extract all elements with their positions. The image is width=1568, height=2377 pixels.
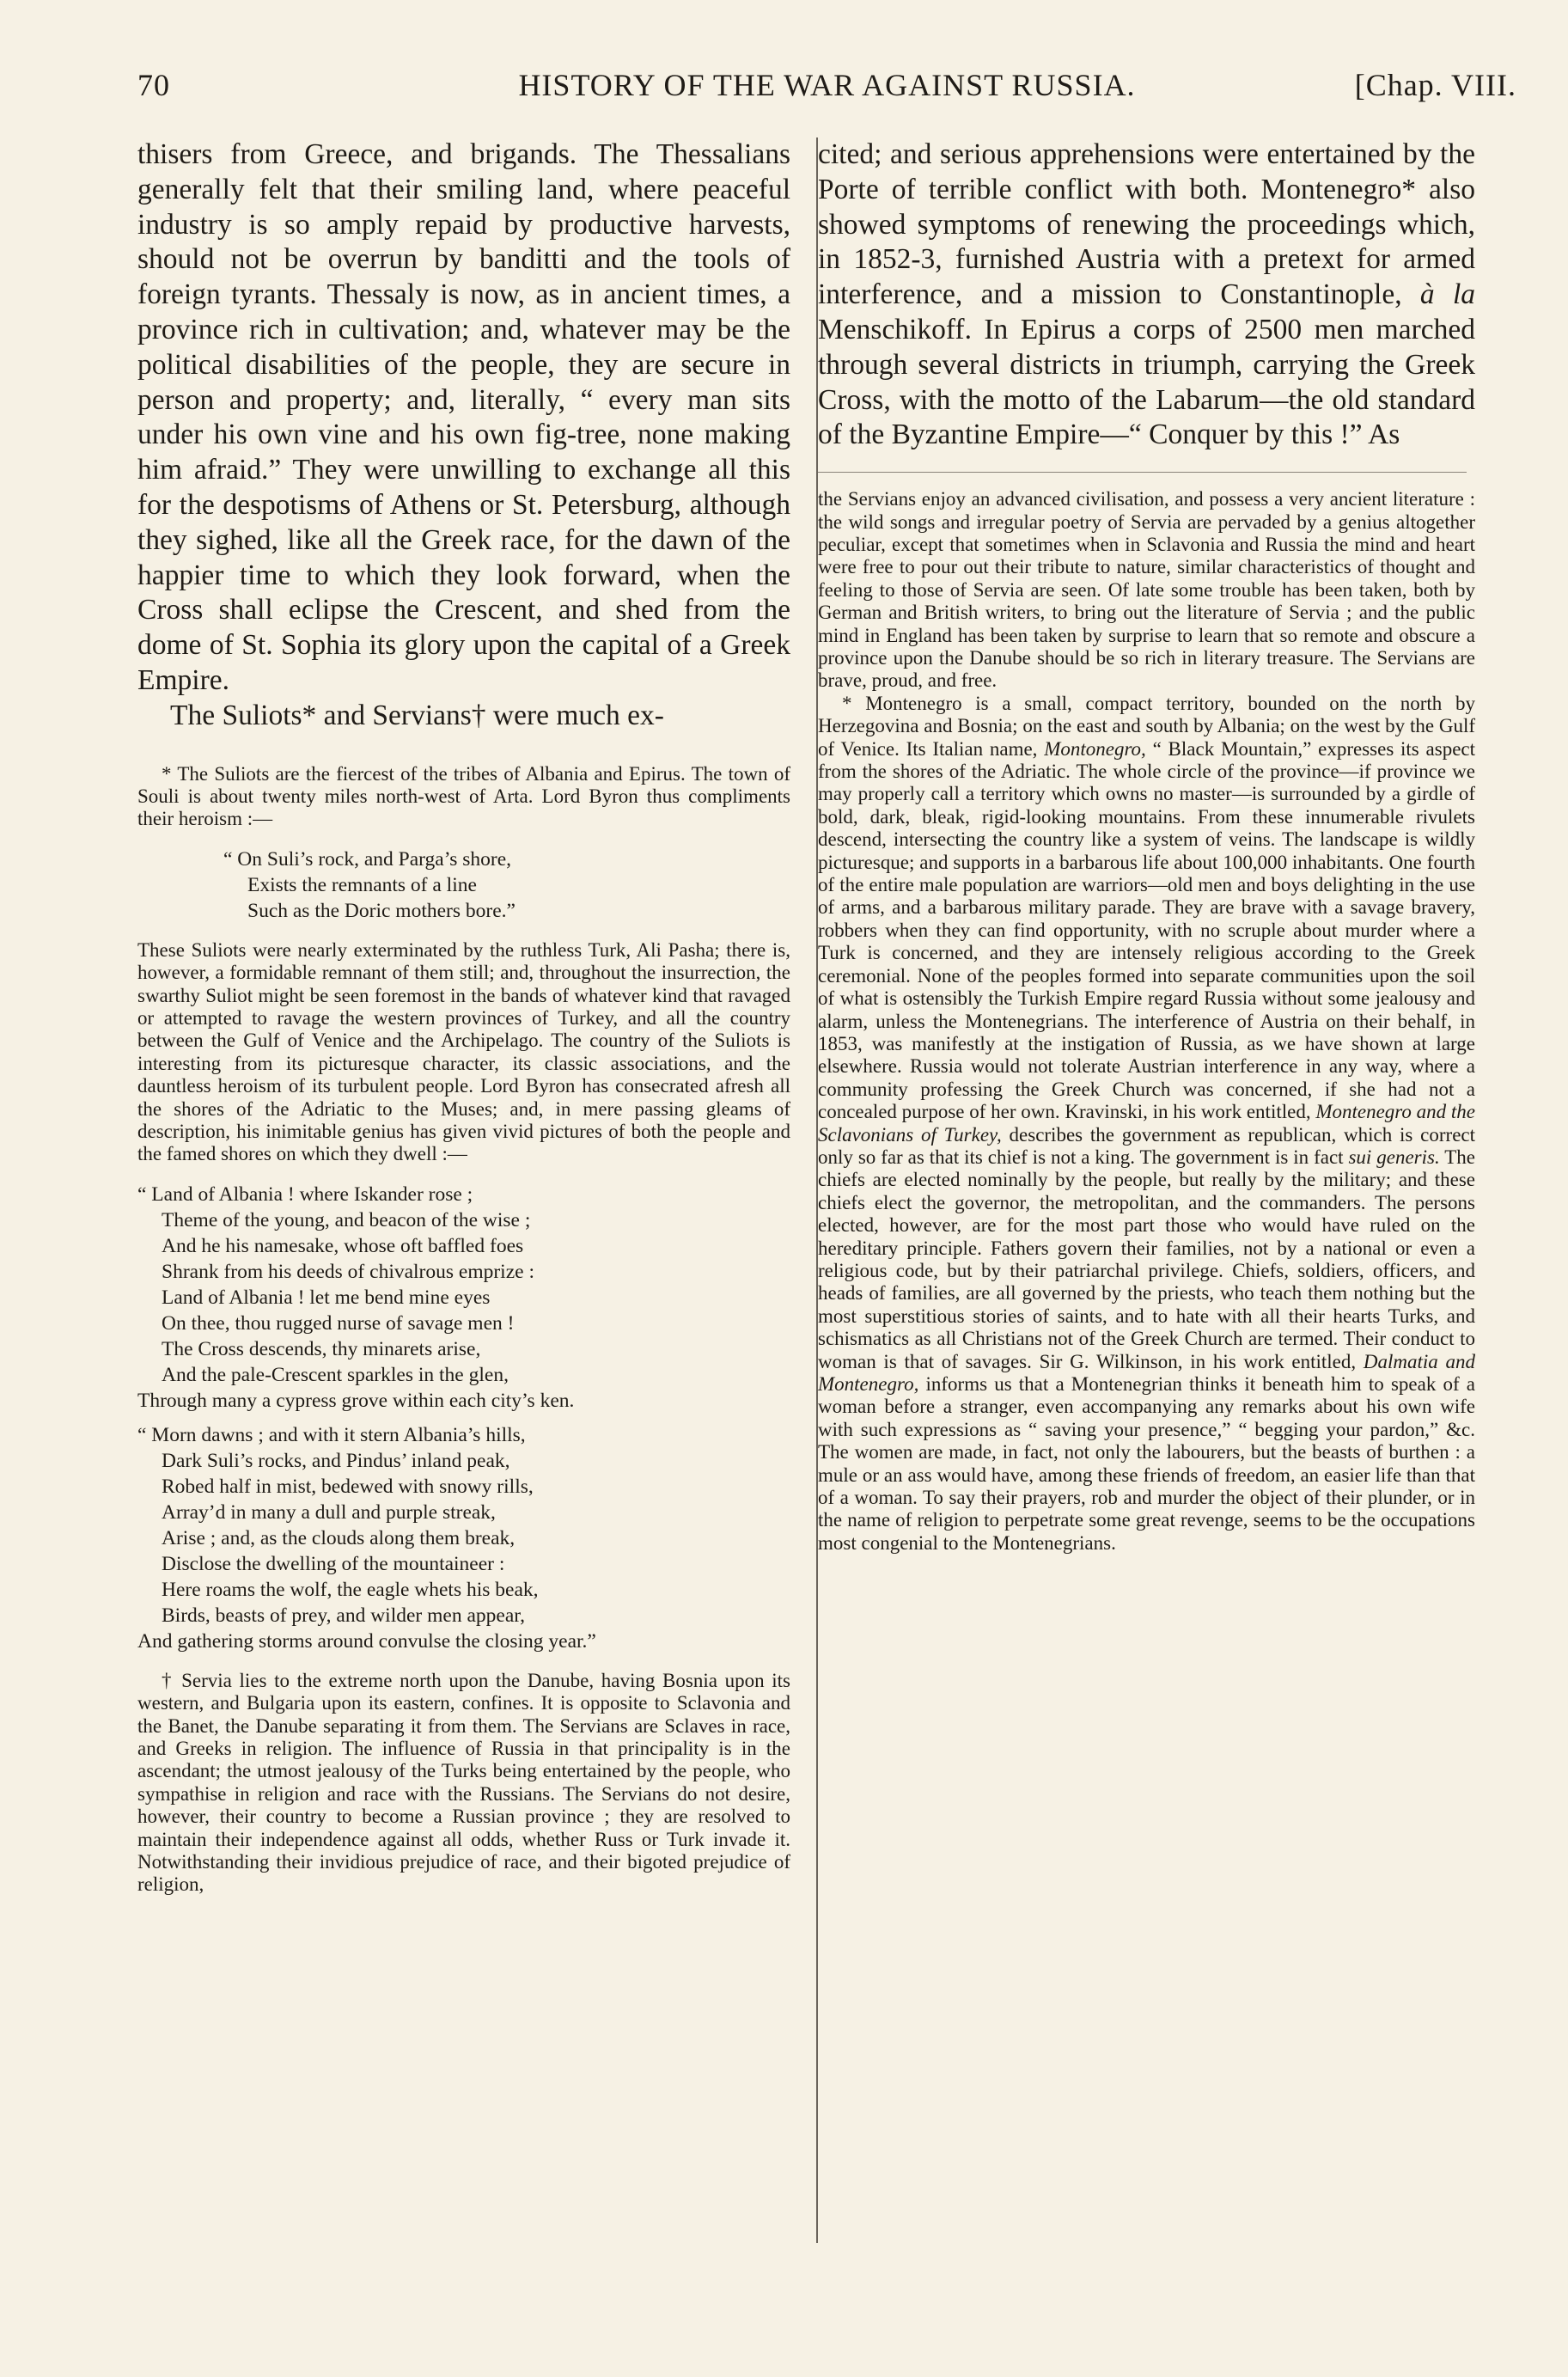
footnote-suliots-continued: These Suliots were nearly exterminated by the ruthless Turk, Ali Pasha; there is, however, a formidable remnant of them still; and, throughout the insurrection, the swarthy Suliot might be seen foremost in the bands of whatever kind that ravaged or attempted to ravage the western provinces of Turkey, and all the country between the Gulf of Venice and the Archipelago. The country of the Suliots is interesting from its picturesque character, its classic associations, and the dauntless heroism of its turbulent people. Lord Byron has consecrated afresh all the shores of the Adriatic to the Muses; and, in mere passing gleams of description, his inimitable genius has given vivid pictures of both the people and the famed shores on which they dwell :— bbox=[137, 938, 790, 1165]
verse-line: “ Morn dawns ; and with it stern Albania’s hills, bbox=[137, 1423, 526, 1446]
verse-line: Robed half in mist, bedewed with snowy rills, bbox=[162, 1475, 534, 1498]
main-text-right: cited; and serious apprehensions were entertained by the Porte of terrible conflict with both. Montenegro* also showed symptoms of renewing the proceedings which, in 1852-3, furnished Austria with a pretext for armed interference, and a mission to Constantinople, à la Menschikoff. In Epirus a corps of 2500 men marched through several districts in triumph, carrying the Greek Cross, with the motto of the Labarum—the old standard of the Byzantine Empire—“ Conquer by this !” As bbox=[818, 138, 1475, 451]
footnote-servia: † Servia lies to the extreme north upon the Danube, having Bosnia upon its western, and Bulgaria upon its eastern, confines. It is opposite to Sclavonia and the Banet, the Danube separating it from them. The Servians are Sclaves in race, and Greeks in religion. The influence of Russia in that principality is in the ascendant; the utmost jealousy of the Turks being entertained by the people, who sympathise in religion and race with the Russians. The Servians do not desire, however, their country to become a Russian province ; they are resolved to maintain their independence against all odds, whether Russ or Turk invade it. Notwithstanding their invidious prejudice of race, and their bigoted prejudice of religion, bbox=[137, 1669, 790, 1896]
verse-line: And he his namesake, whose oft baffled foes bbox=[162, 1234, 524, 1257]
verse-line: Dark Suli’s rocks, and Pindus’ inland peak, bbox=[162, 1449, 510, 1472]
running-header bbox=[137, 67, 1516, 119]
left-column bbox=[137, 137, 790, 1897]
verse-line: Array’d in many a dull and purple streak, bbox=[162, 1500, 496, 1524]
footnote-montenegro: * Montenegro is a small, compact territory, bounded on the north by Herzegovina and Bosnia; on the east and south by Albania; on the west by the Gulf of Venice. Its Italian name, Montonegro, “ Black Mountain,” expresses its aspect from the shores of the Adriatic. The whole circle of the province—if province we may properly call a territory which owns no master—is surrounded by a girdle of bold, dark, bleak, rigid-looking mountains. From these innumerable rivulets descend, intersecting the country like a system of veins. The landscape is wildly picturesque; and supports in a barbarous life about 100,000 inhabitants. One fourth of the entire male population are warriors—old men and boys delighting in the use of arms, and a barbarous military parade. They are brave with a savage bravery, robbers when they can find opportunity, with no scruple about murder where a Turk is concerned, and they are intensely religious according to the Greek ceremonial. None of the peoples formed into separate communities upon the soil of what is ostensibly the Turkish Empire regard Russia without some jealousy and alarm, unless the Montenegrians. The interference of Austria on their behalf, in 1853, was manifestly at the instigation of Russia, as we have shown at large elsewhere. Russia would not tolerate Austrian interference in any way, where a community professing the Greek Church was concerned, if she had not a concealed purpose of her own. Kravinski, in his work entitled, Montenegro and the Sclavonians of Turkey, describes the government as republican, which is correct only so far as that its chief is not a king. The government is in fact sui generis. The chiefs are elected nominally by the people, but really by the military; and these chiefs elect the governor, the metropolitan, and the commanders. The persons elected, however, are for the most part those who would have ruled on the hereditary principle. Fathers govern their families, not by a national or even a religious code, but by their patriarchal privilege. Chiefs, soldiers, officers, and heads of families, are all governed by the priests, who teach them nothing but the most superstitious stories of saints, and to hate with all their hearts Turks, and schismatics as all Christians not of the Greek Church are termed. Their conduct to woman is that of savages. Sir G. Wilkinson, in his work entitled, Dalmatia and Montenegro, informs us that a Montenegrian thinks it beneath him to speak of a woman before a stranger, even accompanying any remarks about his own wife with such expressions as “ saving your presence,” “ begging your pardon,” &c. The women are made, in fact, not only the labourers, but the beasts of burthen : a mule or an ass would have, among these friends of freedom, an easier life than that of a woman. To say their prayers, rob and murder the object of their plunder, or in the name of religion to perpetrate some great revenge, seems to be the occupations most congenial to the Montenegrians. bbox=[818, 692, 1476, 1554]
footnote-servia-continued: the Servians enjoy an advanced civilisation, and possess a very ancient literature : the wild songs and irregular poetry of Servia are pervaded by a genius altogether peculiar, except that sometimes when in Sclavonia and Russia the mind and heart were free to pour out their tribute to nature, similar characteristics of thought and feeling to those of Servia are seen. Of late some trouble has been taken, both by German and British writers, to bring out the literature of Servia ; and the public mind in England has been taken by surprise to learn that so remote and obscure a province upon the Danube should be so rich in literary treasure. The Servians are brave, proud, and free. bbox=[818, 488, 1475, 692]
verse-line: Exists the remnants of a line bbox=[247, 873, 477, 896]
verse-morn bbox=[137, 1422, 790, 1654]
running-title: HISTORY OF THE WAR AGAINST RUSSIA. bbox=[518, 68, 1136, 102]
verse-line: Such as the Doric mothers bore.” bbox=[247, 899, 516, 922]
italic-phrase: à la bbox=[1419, 278, 1475, 311]
verse-line: Shrank from his deeds of chivalrous emprize : bbox=[162, 1260, 534, 1283]
verse-line: Theme of the young, and beacon of the wise ; bbox=[162, 1208, 531, 1231]
verse-line: Through many a cypress grove within each city’s ken. bbox=[137, 1389, 575, 1412]
right-column bbox=[818, 137, 1475, 1555]
verse-line: Arise ; and, as the clouds along them break, bbox=[162, 1526, 516, 1549]
verse-line: “ Land of Albania ! where Iskander rose ; bbox=[137, 1182, 473, 1206]
verse-line: The Cross descends, thy minarets arise, bbox=[162, 1337, 481, 1360]
verse-line: Birds, beasts of prey, and wilder men appear, bbox=[162, 1604, 526, 1627]
verse-line: Here roams the wolf, the eagle whets his beak, bbox=[162, 1578, 539, 1601]
verse-line: On thee, thou rugged nurse of savage men ! bbox=[162, 1311, 515, 1335]
verse-line: “ On Suli’s rock, and Parga’s shore, bbox=[223, 847, 512, 871]
main-text-left-2: The Suliots* and Servians† were much ex- bbox=[170, 699, 664, 731]
verse-line: And gathering storms around convulse the closing year.” bbox=[137, 1629, 596, 1653]
verse-suli bbox=[137, 846, 790, 924]
main-text-left: thisers from Greece, and brigands. The Thessalians generally felt that their smiling land, where peaceful industry is so amply repaid by productive harvests, should not be overrun by banditti and the tools of foreign tyrants. Thessaly is now, as in ancient times, a province rich in cultivation; and, whatever may be the political disabilities of the people, they are secure in person and property; and, literally, “ every man sits under his own vine and his own fig-tree, none making him afraid.” They were unwilling to exchange all this for the despotisms of Athens or St. Petersburg, although they sighed, like all the Greek race, for the dawn of the happier time to which they look forward, when the Cross shall eclipse the Crescent, and shed from the dome of St. Sophia its glory upon the capital of a Greek Empire. bbox=[137, 138, 790, 696]
verse-line: And the pale-Crescent sparkles in the glen, bbox=[162, 1363, 509, 1386]
verse-albania bbox=[137, 1182, 790, 1414]
chapter-label: [Chap. VIII. bbox=[1354, 68, 1516, 102]
verse-line: Land of Albania ! let me bend mine eyes bbox=[162, 1286, 491, 1309]
verse-line: Disclose the dwelling of the mountaineer : bbox=[162, 1552, 505, 1575]
footnote-suliots: * The Suliots are the fiercest of the tribes of Albania and Epirus. The town of Souli is about twenty miles north-west of Arta. Lord Byron thus compliments their heroism :— bbox=[137, 762, 790, 830]
page-number: 70 bbox=[137, 68, 170, 102]
